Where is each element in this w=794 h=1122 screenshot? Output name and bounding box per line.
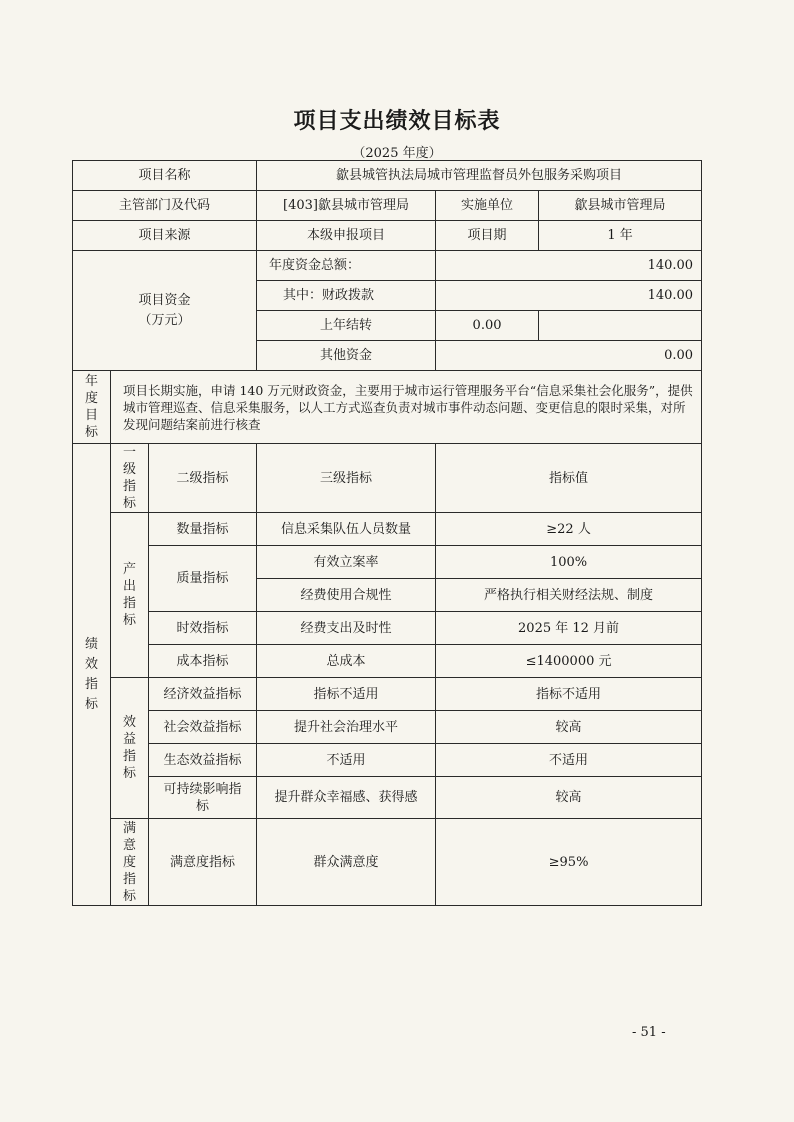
level2-cell: 时效指标 bbox=[149, 612, 257, 645]
level2-cell: 质量指标 bbox=[149, 546, 257, 612]
level3-header: 三级指标 bbox=[257, 444, 436, 513]
level2-cell: 数量指标 bbox=[149, 513, 257, 546]
level3-cell: 提升社会治理水平 bbox=[257, 711, 436, 744]
level2-cell: 社会效益指标 bbox=[149, 711, 257, 744]
funds-carryover-label: 上年结转 bbox=[257, 311, 436, 341]
funds-other-label: 其他资金 bbox=[257, 341, 436, 371]
source-row bbox=[73, 221, 702, 251]
level2-cell: 成本指标 bbox=[149, 645, 257, 678]
page-title: 项目支出绩效目标表 bbox=[293, 109, 501, 134]
funds-total-value: 140.00 bbox=[436, 251, 702, 281]
value-cell: ≥22 人 bbox=[436, 513, 702, 546]
indicator-row bbox=[73, 819, 702, 906]
value-cell: ≥95% bbox=[436, 819, 702, 906]
value-cell: 指标不适用 bbox=[436, 678, 702, 711]
funds-fiscal-label: 其中：财政拨款 bbox=[257, 281, 436, 311]
satisfaction-indicators-label: 满 意 度 指 标 bbox=[111, 819, 149, 906]
level3-cell: 不适用 bbox=[257, 744, 436, 777]
dept-label: 主管部门及代码 bbox=[73, 191, 257, 221]
indicator-row bbox=[73, 513, 702, 546]
perf-indicators-label: 绩 效 指 标 bbox=[73, 444, 111, 906]
annual-goal-row bbox=[73, 371, 702, 444]
value-cell: 100% bbox=[436, 546, 702, 579]
impl-unit-label: 实施单位 bbox=[436, 191, 539, 221]
level3-cell: 提升群众幸福感、获得感 bbox=[257, 777, 436, 819]
indicator-row bbox=[73, 678, 702, 711]
dept-value: [403]歙县城市管理局 bbox=[257, 191, 436, 221]
value-header: 指标值 bbox=[436, 444, 702, 513]
funds-total-label: 年度资金总额： bbox=[257, 251, 436, 281]
source-label: 项目来源 bbox=[73, 221, 257, 251]
value-cell: 不适用 bbox=[436, 744, 702, 777]
level3-cell: 信息采集队伍人员数量 bbox=[257, 513, 436, 546]
value-cell: ≤1400000 元 bbox=[436, 645, 702, 678]
project-name-value: 歙县城管执法局城市管理监督员外包服务采购项目 bbox=[257, 161, 702, 191]
impl-unit-value: 歙县城市管理局 bbox=[539, 191, 702, 221]
indicator-row bbox=[73, 744, 702, 777]
indicator-row bbox=[73, 777, 702, 819]
value-cell: 较高 bbox=[436, 777, 702, 819]
level3-cell: 指标不适用 bbox=[257, 678, 436, 711]
level3-cell: 经费使用合规性 bbox=[257, 579, 436, 612]
indicator-row bbox=[73, 645, 702, 678]
period-value: 1 年 bbox=[539, 221, 702, 251]
level1-header: 一 级 指 标 bbox=[111, 444, 149, 513]
page-number: - 51 - bbox=[632, 1025, 666, 1040]
indicator-row bbox=[73, 612, 702, 645]
indicator-row bbox=[73, 546, 702, 579]
project-name-row bbox=[73, 161, 702, 191]
annual-goal-label: 年 度 目 标 bbox=[73, 371, 111, 444]
level3-cell: 经费支出及时性 bbox=[257, 612, 436, 645]
funds-label: 项目资金 （万元） bbox=[73, 251, 257, 371]
funds-carryover-value: 0.00 bbox=[436, 311, 539, 341]
source-value: 本级申报项目 bbox=[257, 221, 436, 251]
output-indicators-label: 产 出 指 标 bbox=[111, 513, 149, 678]
benefit-indicators-label: 效 益 指 标 bbox=[111, 678, 149, 819]
dept-row bbox=[73, 191, 702, 221]
funds-other-value: 0.00 bbox=[436, 341, 702, 371]
funds-fiscal-value: 140.00 bbox=[436, 281, 702, 311]
period-label: 项目期 bbox=[436, 221, 539, 251]
level2-cell: 生态效益指标 bbox=[149, 744, 257, 777]
annual-goal-text: 项目长期实施，申请 140 万元财政资金，主要用于城市运行管理服务平台“信息采集社会化服务”，提供城市管理巡查、信息采集服务，以人工方式巡查负责对城市事件动态问题、变更信息的限时采集，对所发现问题结案前进行核查 bbox=[111, 371, 702, 444]
value-cell: 严格执行相关财经法规、制度 bbox=[436, 579, 702, 612]
performance-table bbox=[72, 160, 702, 906]
level2-cell: 可持续影响指 标 bbox=[149, 777, 257, 819]
level2-cell: 满意度指标 bbox=[149, 819, 257, 906]
level3-cell: 有效立案率 bbox=[257, 546, 436, 579]
indicator-header-row bbox=[73, 444, 702, 513]
project-name-label: 项目名称 bbox=[73, 161, 257, 191]
funds-total-row bbox=[73, 251, 702, 281]
year-label: （2025 年度） bbox=[352, 146, 442, 161]
level2-cell: 经济效益指标 bbox=[149, 678, 257, 711]
value-cell: 2025 年 12 月前 bbox=[436, 612, 702, 645]
level3-cell: 群众满意度 bbox=[257, 819, 436, 906]
level2-header: 二级指标 bbox=[149, 444, 257, 513]
indicator-row bbox=[73, 711, 702, 744]
level3-cell: 总成本 bbox=[257, 645, 436, 678]
funds-carryover-empty bbox=[539, 311, 702, 341]
value-cell: 较高 bbox=[436, 711, 702, 744]
